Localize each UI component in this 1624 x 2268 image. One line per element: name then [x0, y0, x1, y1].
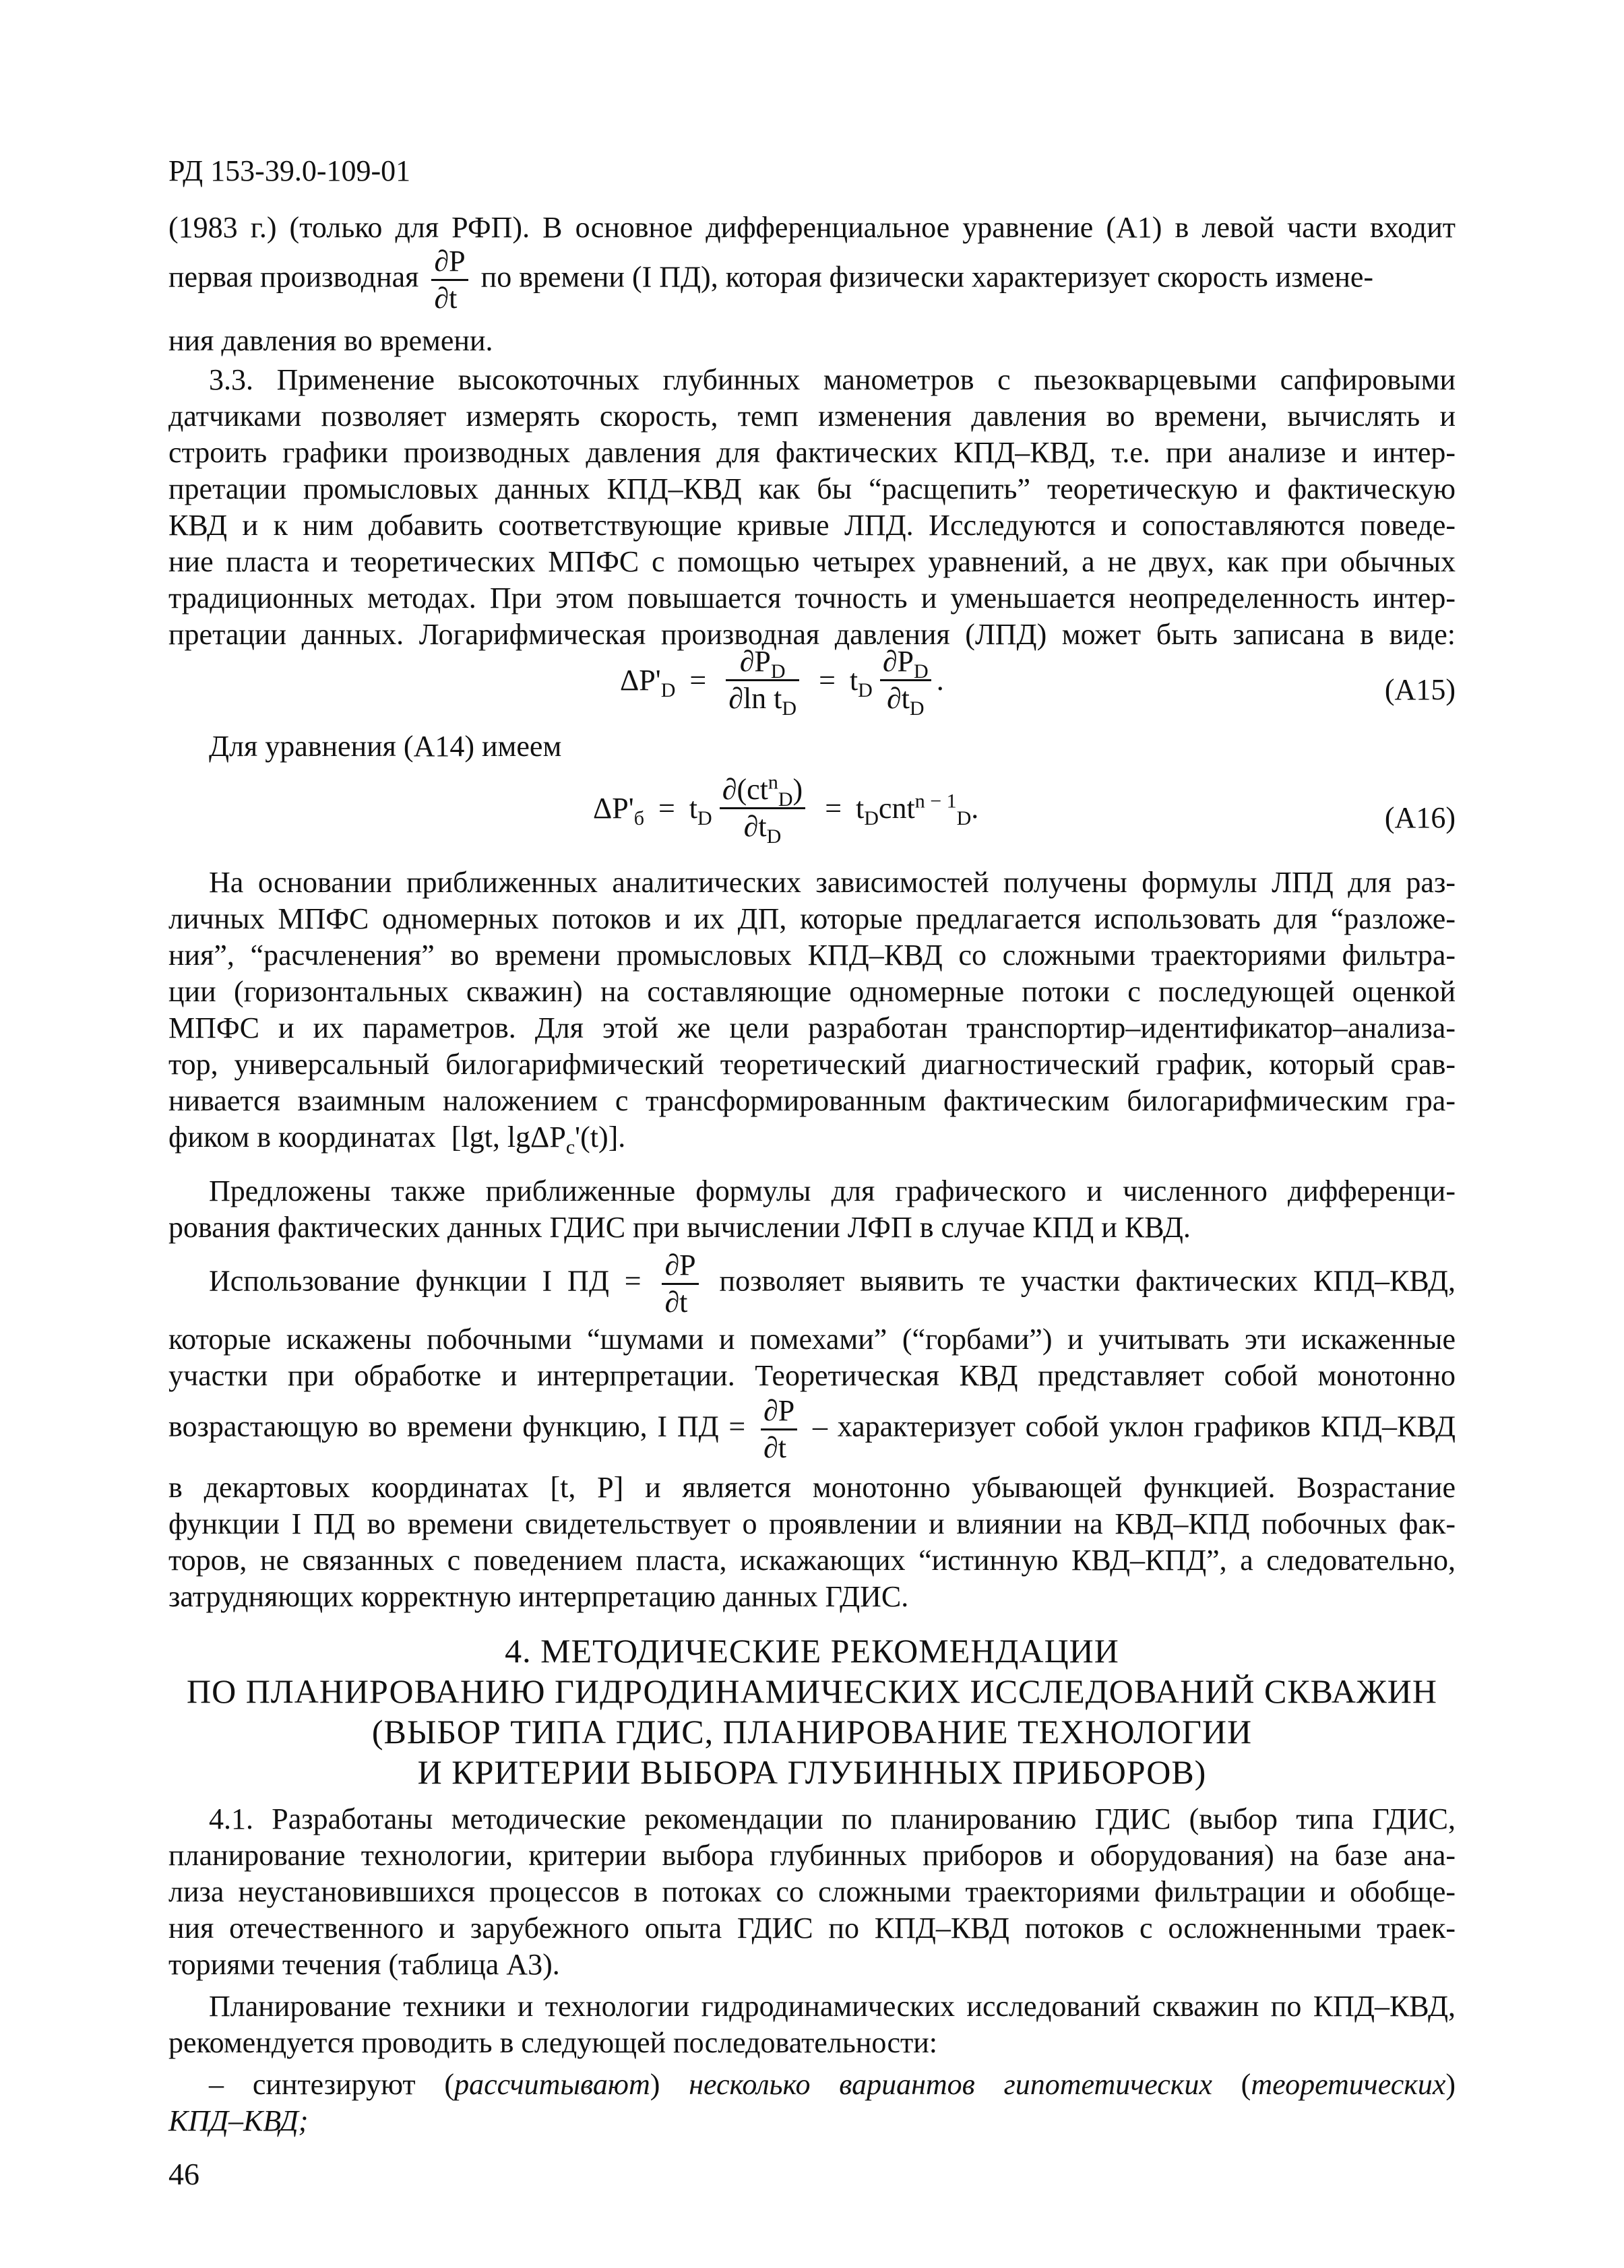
equation-number: (А15)	[1384, 673, 1456, 706]
text-line: затрудняющих корректную интерпретацию данных ГДИС.	[168, 1580, 909, 1613]
text-line-with-fraction: возрастающую во времени функцию, I ПД = $\frac{\partial P}{\partial t}$ – характеризует собой уклон графиков КПД–КВД	[168, 1394, 1456, 1464]
section-heading: 4. МЕТОДИЧЕСКИЕ РЕКОМЕНДАЦИИ	[505, 1632, 1119, 1670]
text-line: Для уравнения (А14) имеем	[209, 730, 562, 763]
text-line: участки при обработке и интерпретации. Теоретическая КВД представляет собой монотонно	[168, 1359, 1456, 1392]
equation-a15: $\Delta P'_D$ = $\frac{\partial P_D}{\partial\ln t_D}$ = $t_D$ $\frac{\partial P_D}{\partial t_D}$ . (А15)	[620, 645, 1456, 720]
text-line: датчиками позволяет измерять скорость, темп изменения давления во времени, вычислять и	[168, 400, 1456, 433]
inline-formula: [lgt, lgΔP$_c$'(t)].	[451, 1121, 626, 1158]
list-item: – синтезируют (рассчитывают) несколько вариантов гипотетических (теоретических)	[209, 2068, 1456, 2101]
section-heading: И КРИТЕРИИ ВЫБОРА ГЛУБИННЫХ ПРИБОРОВ)	[417, 1753, 1207, 1791]
text-line: претации данных. Логарифмическая производная давления (ЛПД) может быть записана в виде:	[168, 618, 1456, 651]
section-heading: (ВЫБОР ТИПА ГДИС, ПЛАНИРОВАНИЕ ТЕХНОЛОГИИ	[371, 1713, 1253, 1751]
text-line: МПФС и их параметров. Для этой же цели разработан транспортир–идентификатор–анализа-	[168, 1011, 1456, 1044]
text-line: тор, универсальный билогарифмический теоретический диагностический график, который срав-	[168, 1048, 1456, 1081]
text-line: которые искажены побочными “шумами и помехами” (“горбами”) и учитывать эти искаженные	[168, 1323, 1456, 1356]
equation-number: (А16)	[1384, 801, 1456, 834]
text-line: Предложены также приближенные формулы для графического и численного дифференци-	[209, 1174, 1456, 1207]
fraction: $\frac{\partial P_D}{\partial t_D}$	[880, 647, 931, 714]
text-line: традиционных методах. При этом повышается точность и уменьшается неопределенность интер-	[168, 581, 1456, 615]
text-line: планирование технологии, критерии выбора глубинных приборов и оборудования) на базе ана-	[168, 1839, 1456, 1872]
text-line: Планирование техники и технологии гидродинамических исследований скважин по КПД–КВД,	[209, 1990, 1456, 2023]
text-line: ния”, “расчленения” во времени промысловых КПД–КВД со сложными траекториями фильтра-	[168, 939, 1456, 972]
text-line: КВД и к ним добавить соответствующие кривые ЛПД. Исследуются и сопоставляются поведе-	[168, 509, 1456, 542]
text-line: личных МПФС одномерных потоков и их ДП, которые предлагается использовать для “разложе-	[168, 902, 1456, 935]
equation-a16: $\Delta P'_б = t_D$ $\frac{\partial(ct^n_D)}{\partial t_D}$ = $t_Dcnt^{n - 1}_D$. (А16)	[593, 771, 1456, 848]
text-line: фиком в координатах [lgt, lgΔP$_c$'(t)].	[168, 1121, 626, 1158]
page-number: 46	[168, 2157, 199, 2191]
text-line: функции I ПД во времени свидетельствует о проявлении и влиянии на КВД–КПД побочных фак-	[168, 1507, 1456, 1540]
text-line: ции (горизонтальных скважин) на составляющие одномерные потоки с последующей оценкой	[168, 975, 1456, 1008]
text-line-with-fraction: Использование функции I ПД = $\frac{\partial P}{\partial t}$ позволяет выявить те участки фактических КПД–КВД,	[209, 1249, 1456, 1319]
text-line: (1983 г.) (только для РФП). В основное дифференциальное уравнение (А1) в левой части входит	[168, 211, 1456, 244]
fraction: $\frac{\partial P_D}{\partial\ln t_D}$	[726, 647, 799, 714]
text-line: рования фактических данных ГДИС при вычислении ЛФП в случае КПД и КВД.	[168, 1211, 1191, 1244]
section-heading: ПО ПЛАНИРОВАНИЮ ГИДРОДИНАМИЧЕСКИХ ИССЛЕДОВАНИЙ СКВАЖИН	[186, 1672, 1437, 1710]
partial-derivative-fraction: $\frac{\partial P}{\partial t}$	[761, 1396, 797, 1463]
text-line-with-fraction: первая производная $\frac{\partial P}{\partial t}$ по времени (I ПД), которая физически характеризует скорость измене-	[168, 245, 1374, 315]
fraction: $\frac{\partial(ct^n_D)}{\partial t_D}$	[720, 775, 805, 842]
document-code: РД 153-39.0-109-01	[168, 154, 411, 187]
text-line: в декартовых координатах [t, P] и является монотонно убывающей функцией. Возрастание	[168, 1471, 1456, 1504]
text-line: лиза неустановившихся процессов в потоках со сложными траекториями фильтрации и обобще-	[168, 1875, 1456, 1908]
text-line: ния давления во времени.	[168, 324, 493, 357]
text-line: ториями течения (таблица А3).	[168, 1948, 560, 1981]
text-line: строить графики производных давления для фактических КПД–КВД, т.е. при анализе и интер-	[168, 436, 1456, 469]
text-line: ния отечественного и зарубежного опыта ГДИС по КПД–КВД потоков с осложненными траек-	[168, 1912, 1456, 1945]
text-line: 4.1. Разработаны методические рекомендации по планированию ГДИС (выбор типа ГДИС,	[209, 1802, 1456, 1835]
text-line: претации промысловых данных КПД–КВД как бы “расщепить” теоретическую и фактическую	[168, 472, 1456, 505]
text-line: На основании приближенных аналитических зависимостей получены формулы ЛПД для раз-	[209, 866, 1456, 899]
text-line: 3.3. Применение высокоточных глубинных манометров с пьезокварцевыми сапфировыми	[209, 363, 1456, 396]
text-line: ние пласта и теоретических МПФС с помощью четырех уравнений, а не двух, как при обычных	[168, 545, 1456, 578]
text-line: рекомендуется проводить в следующей последовательности:	[168, 2026, 938, 2059]
text-line: нивается взаимным наложением с трансформированным фактическим билогарифмическим гра-	[168, 1084, 1456, 1117]
text-line: торов, не связанных с поведением пласта, искажающих “истинную КВД–КПД”, а следовательно,	[168, 1544, 1456, 1577]
partial-derivative-fraction: $\frac{\partial P}{\partial t}$	[431, 247, 468, 313]
partial-derivative-fraction: $\frac{\partial P}{\partial t}$	[662, 1251, 698, 1317]
list-item-continuation: КПД–КВД;	[168, 2104, 309, 2137]
